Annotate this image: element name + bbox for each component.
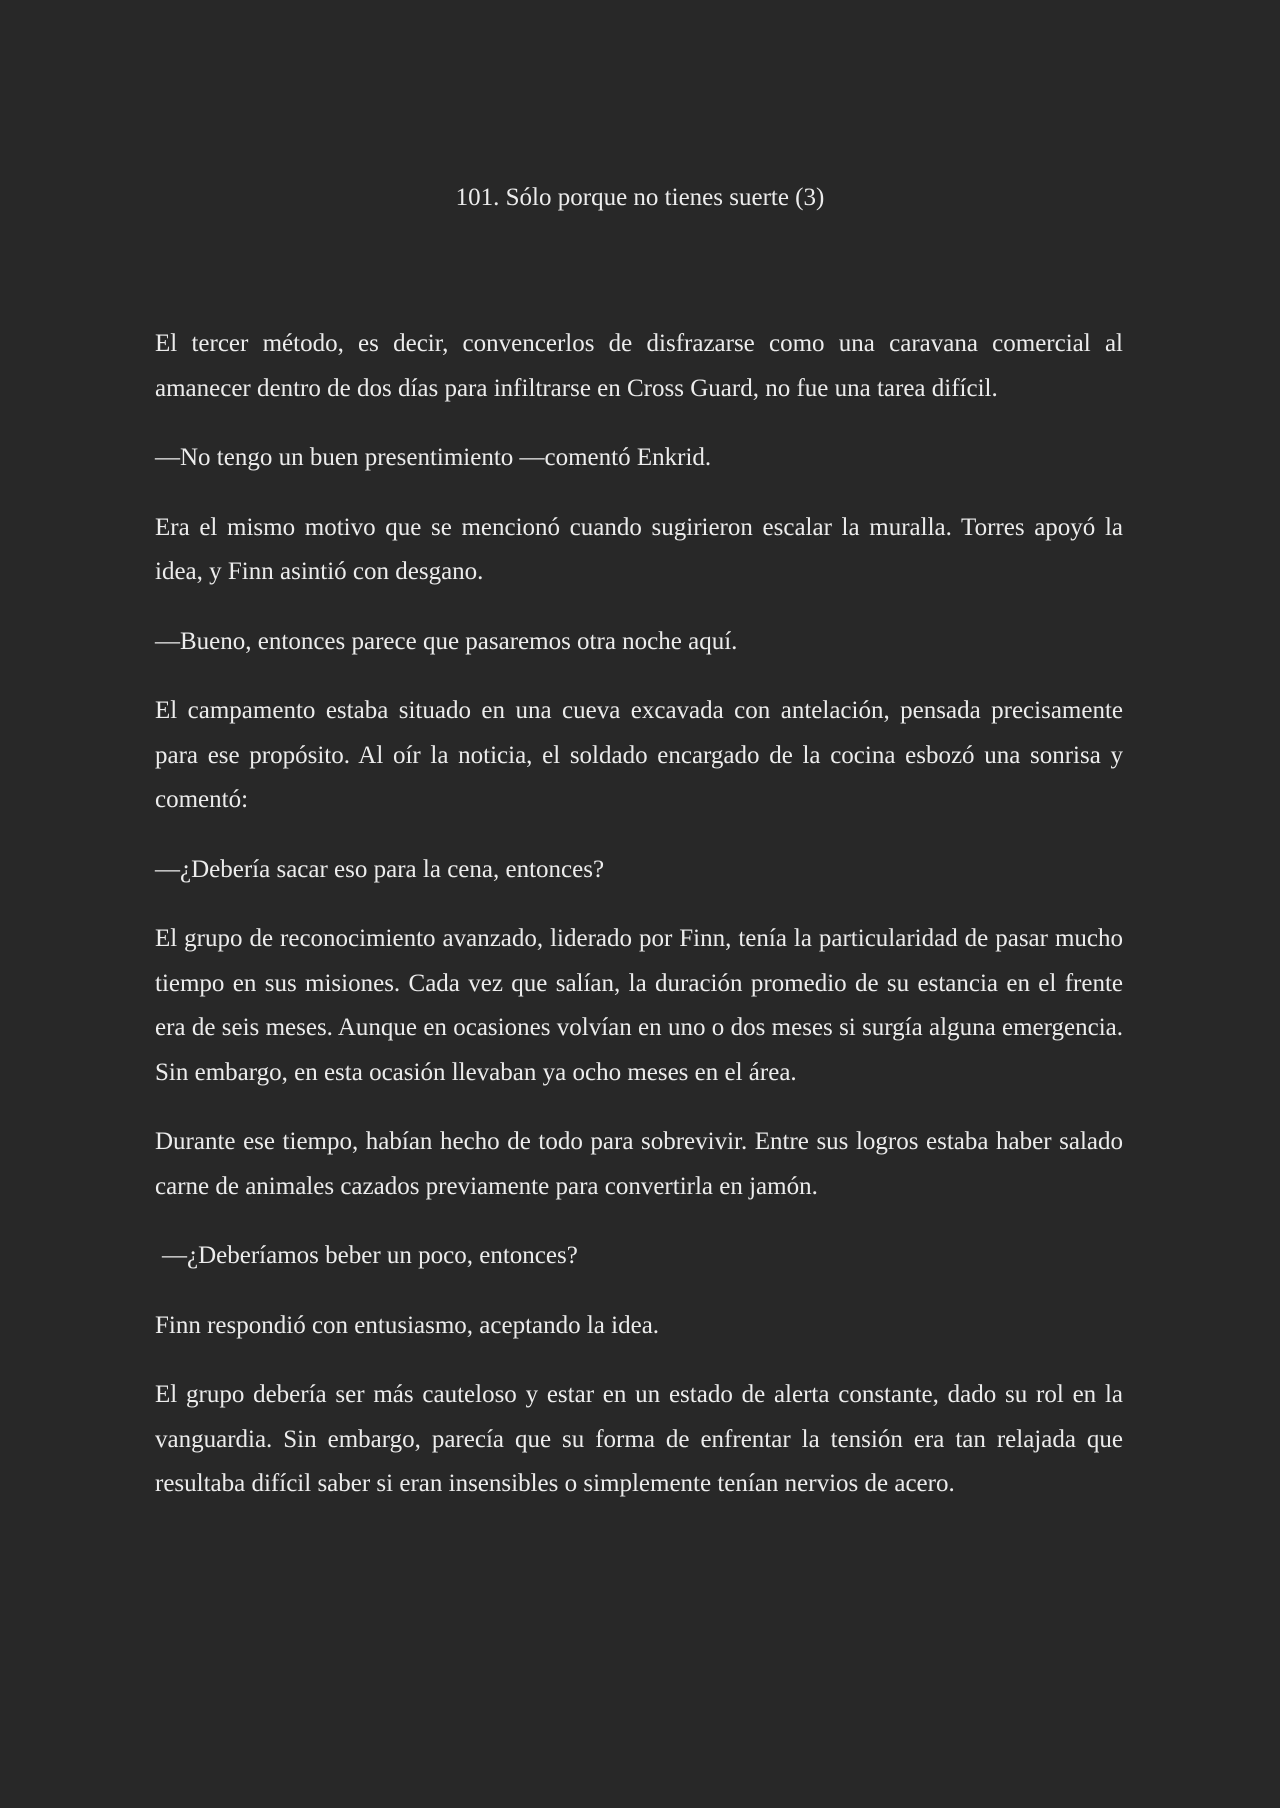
paragraph: Durante ese tiempo, habían hecho de todo para sobrevivir. Entre sus logros estaba haber salado carne de animales cazados previamente para convertirla en jamón. xyxy=(155,1128,1123,1200)
chapter-title: 101. Sólo porque no tienes suerte (3) xyxy=(455,184,825,211)
paragraph: El campamento estaba situado en una cueva excavada con antelación, pensada precisamente para ese propósito. Al oír la noticia, el soldado encargado de la cocina esbozó una sonrisa y comentó: xyxy=(155,697,1123,813)
paragraph-dialogue: —¿Deberíamos beber un poco, entonces? xyxy=(162,1242,578,1269)
paragraph-dialogue: —No tengo un buen presentimiento —comentó Enkrid. xyxy=(155,444,712,471)
paragraph: El tercer método, es decir, convencerlos de disfrazarse como una caravana comercial al amanecer dentro de dos días para infiltrarse en Cross Guard, no fue una tarea difícil. xyxy=(155,330,1123,402)
paragraph-dialogue: —¿Debería sacar eso para la cena, entonces? xyxy=(155,855,605,883)
paragraph-dialogue: —Bueno, entonces parece que pasaremos otra noche aquí. xyxy=(155,627,738,655)
paragraph: Finn respondió con entusiasmo, aceptando la idea. xyxy=(155,1311,660,1339)
paragraph: Era el mismo motivo que se mencionó cuando sugirieron escalar la muralla. Torres apoyó la idea, y Finn asintió con desgano. xyxy=(155,513,1123,585)
paragraph: El grupo de reconocimiento avanzado, liderado por Finn, tenía la particularidad de pasar mucho tiempo en sus misiones. Cada vez que salían, la duración promedio de su estancia en el frente era de seis meses. Aunque en ocasiones volvían en uno o dos meses si surgía alguna emergencia. Sin embargo, en esta ocasión llevaban ya ocho meses en el área. xyxy=(155,925,1123,1086)
chapter-body xyxy=(155,322,1123,1532)
paragraph: El grupo debería ser más cauteloso y estar en un estado de alerta constante, dado su rol en la vanguardia. Sin embargo, parecía que su forma de enfrentar la tensión era tan relajada que resultaba difícil saber si eran insensibles o simplemente tenían nervios de acero. xyxy=(155,1381,1123,1497)
